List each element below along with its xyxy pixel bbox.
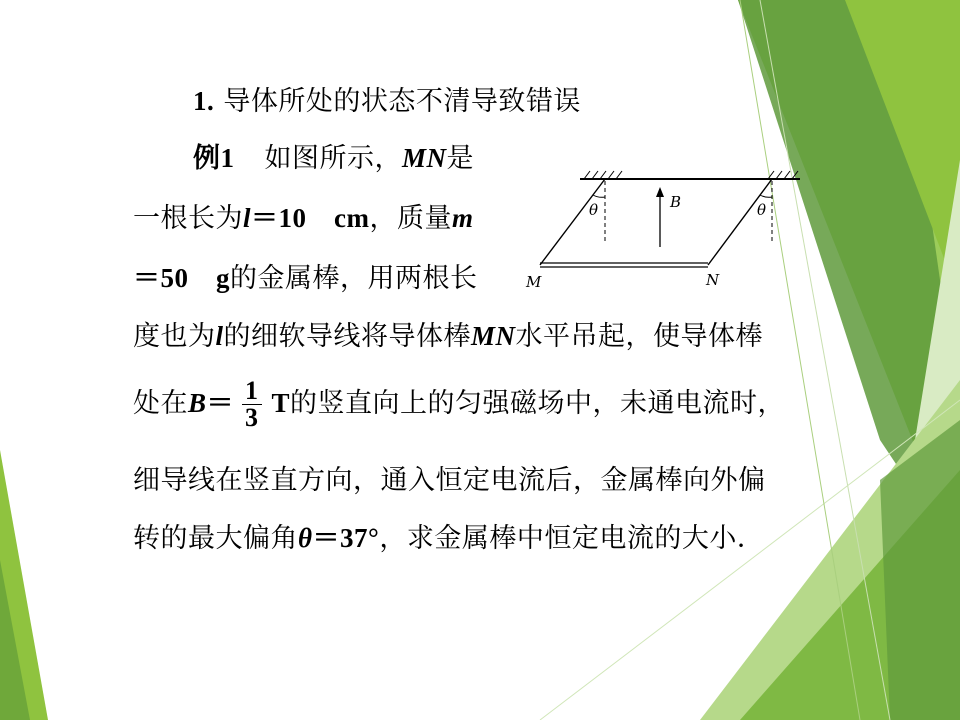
field-arrow-head [656, 187, 664, 197]
right-wire [708, 179, 772, 265]
example-line-4 [133, 323, 763, 350]
example-label: 例1 [193, 143, 235, 173]
text-run: 的细软导线将导体棒 [223, 321, 472, 352]
example-line-6 [133, 467, 766, 494]
heading-text: 导体所处的状态不清导致错误 [223, 86, 581, 117]
unit-tesla: T [271, 388, 291, 418]
example-line-1 [193, 145, 474, 172]
text-run: 处在 [133, 388, 188, 419]
example-line-3 [133, 265, 478, 292]
symbol-l: l [215, 321, 224, 351]
text-run: 细导线在竖直方向，通入恒定电流后，金属棒向外偏 [133, 465, 766, 496]
text-run: 一根长为 [133, 203, 243, 234]
text-run: 度也为 [133, 321, 216, 352]
text-run: ，质量 [369, 203, 452, 234]
text-run: 是 [446, 143, 475, 174]
text-run: 的竖直向上的匀强磁场中，未通电流时， [290, 388, 786, 419]
label-theta-left: θ [589, 201, 599, 219]
label-N: N [706, 271, 720, 289]
text-run: 转的最大偏角 [133, 523, 298, 554]
label-theta-right: θ [757, 201, 767, 219]
fraction-numerator: 1 [242, 378, 262, 405]
symbol-m: m [452, 203, 474, 233]
angle-value: ＝37° [312, 523, 380, 553]
label-B: B [670, 193, 682, 211]
label-M: M [526, 273, 542, 291]
symbol-MN: MN [471, 321, 516, 351]
symbol-theta: θ [298, 523, 313, 553]
fraction-denominator: 3 [245, 403, 259, 432]
heading [193, 88, 581, 115]
text-run: 的金属棒，用两根长 [230, 263, 478, 294]
heading-number: 1. [193, 86, 215, 116]
example-line-2 [133, 205, 474, 232]
right-green-lower-dark [880, 420, 960, 720]
example-line-7 [133, 525, 764, 552]
text-run: 如图所示， [264, 143, 402, 174]
symbol-l: l [243, 203, 252, 233]
length-value: ＝10 cm [251, 203, 370, 233]
symbol-B: B [188, 388, 207, 418]
text-run: ，求金属棒中恒定电流的大小． [379, 523, 765, 554]
fraction-one-third [242, 378, 262, 431]
left-wire [540, 179, 605, 265]
right-angle-arc [760, 195, 772, 197]
equals-sign: ＝ [206, 388, 235, 418]
symbol-MN: MN [402, 143, 447, 173]
example-line-5 [133, 378, 785, 431]
left-angle-arc [593, 195, 605, 197]
physics-diagram [520, 165, 810, 295]
text-run: 水平吊起，使导体棒 [515, 321, 764, 352]
ceiling-hatch [584, 171, 798, 179]
mass-value: ＝50 g [133, 263, 230, 293]
